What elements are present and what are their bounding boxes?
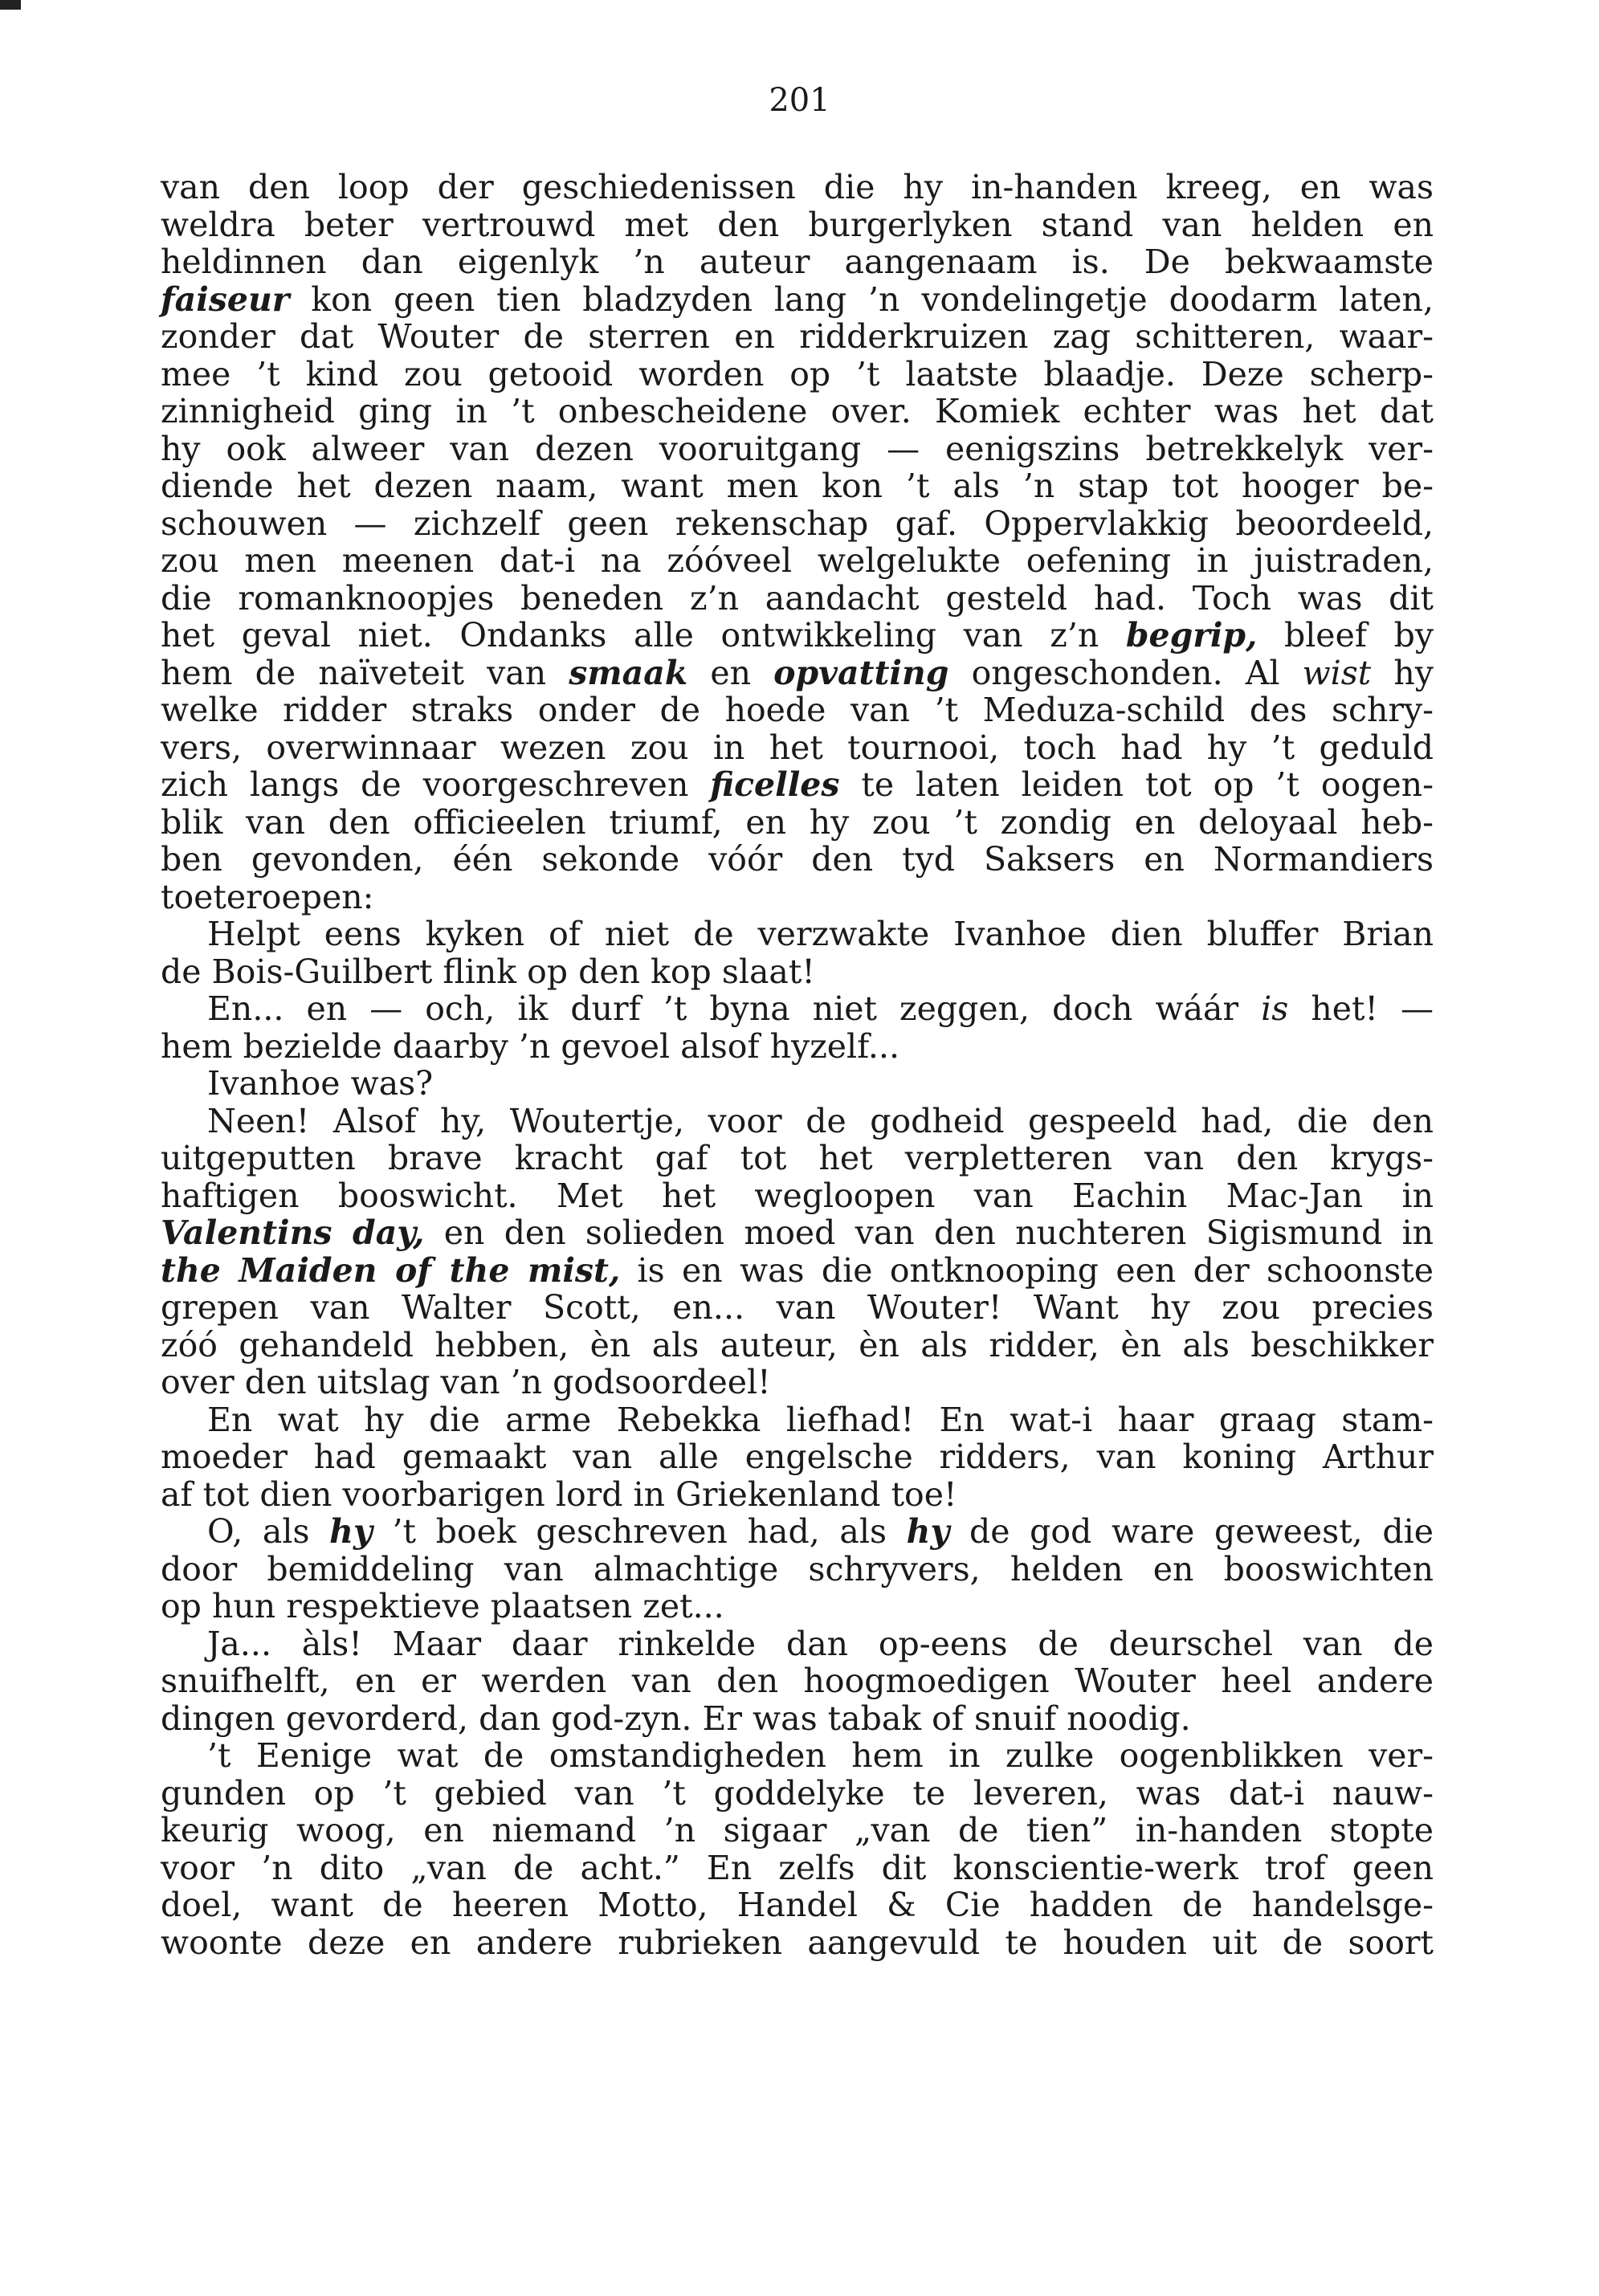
text-line	[161, 1775, 1434, 1813]
scan-corner-mark	[0, 0, 21, 10]
text-line	[161, 169, 1434, 206]
text-run: uitgeputten brave kracht gaf tot het verpletteren van den krygs-	[161, 1139, 1434, 1177]
italic-text: hy	[329, 1512, 373, 1551]
text-line	[161, 467, 1434, 505]
text-run: toeteroepen:	[161, 877, 374, 916]
text-run: voor ’n dito „van de acht.” En zelfs dit konscientie-werk trof geen	[161, 1848, 1434, 1887]
italic-text: begrip,	[1125, 616, 1258, 655]
text-line	[161, 617, 1434, 655]
text-line	[161, 1588, 1434, 1625]
text-line	[161, 990, 1434, 1028]
text-run: en	[687, 653, 774, 692]
text-line	[161, 655, 1434, 692]
text-run: hem bezielde daarby ’n gevoel alsof hyzelf...	[161, 1026, 899, 1066]
italic-text: opvatting	[773, 653, 949, 692]
text-run: gunden op ’t gebied van ’t goddelyke te leveren, was dat-i nauw-	[161, 1773, 1434, 1813]
text-run: zinnigheid ging in ’t onbescheidene over. Komiek echter was het dat	[161, 392, 1434, 430]
text-line	[161, 766, 1434, 804]
text-run: moeder had gemaakt van alle engelsche ridders, van koning Arthur	[161, 1438, 1434, 1476]
text-run: woonte deze en andere rubrieken aangevuld te houden uit de soort	[161, 1923, 1434, 1962]
text-run: mee ’t kind zou getooid worden op ’t laatste blaadje. Deze scherp-	[161, 354, 1434, 394]
text-line	[161, 1103, 1434, 1140]
text-line	[161, 879, 1434, 916]
text-run: hy ook alweer van dezen vooruitgang — eenigszins betrekkelyk ver-	[161, 429, 1434, 468]
text-run: En wat hy die arme Rebekka liefhad! En wat-i haar graag stam-	[207, 1400, 1434, 1439]
text-line	[161, 1028, 1434, 1066]
italic-text: wist	[1302, 653, 1372, 692]
text-line	[161, 1065, 1434, 1103]
text-run: is en was die ontknooping een der schoonste	[620, 1250, 1434, 1290]
text-run: bleef by	[1257, 616, 1434, 655]
text-line	[161, 1513, 1434, 1551]
text-run: En... en — och, ik durf ’t byna niet zeggen, doch wáár	[207, 989, 1262, 1028]
text-run: Ivanhoe was?	[207, 1064, 434, 1103]
text-run: snuifhelft, en er werden van den hoogmoedigen Wouter heel andere	[161, 1662, 1434, 1700]
text-run: Ja... àls! Maar daar rinkelde dan op-eens de deurschel van de	[207, 1624, 1434, 1663]
text-line	[161, 1737, 1434, 1775]
text-line	[161, 1140, 1434, 1177]
text-run: de god ware geweest, die	[949, 1512, 1434, 1551]
text-line	[161, 505, 1434, 543]
text-run: op hun respektieve plaatsen zet...	[161, 1587, 724, 1625]
text-run: keurig woog, en niemand ’n sigaar „van de tien” in-handen stopte	[161, 1811, 1434, 1849]
text-line	[161, 1551, 1434, 1588]
text-run: blik van den officieelen triumf, en hy zou ’t zondig en deloyaal heb-	[161, 802, 1434, 842]
text-run: te laten leiden tot op ’t oogen-	[839, 765, 1434, 804]
text-line	[161, 356, 1434, 394]
text-run: doel, want de heeren Motto, Handel & Cie hadden de handelsge-	[161, 1886, 1434, 1924]
body-text	[161, 169, 1434, 1961]
text-run: ongeschonden. Al	[948, 653, 1303, 692]
text-run: zou men meenen dat-i na zóóveel welgelukte oefening in juistraden,	[161, 541, 1434, 580]
text-line	[161, 691, 1434, 729]
text-line	[161, 1327, 1434, 1364]
text-line	[161, 841, 1434, 879]
text-line	[161, 1662, 1434, 1700]
text-run: over den uitslag van ’n godsoordeel!	[161, 1363, 771, 1401]
text-run: de Bois-Guilbert flink op den kop slaat!	[161, 952, 815, 991]
text-line	[161, 318, 1434, 356]
text-run: zonder dat Wouter de sterren en ridderkruizen zag schitteren, waar-	[161, 317, 1434, 356]
italic-text: is	[1261, 989, 1289, 1028]
italic-text: faiseur	[161, 279, 290, 319]
text-run: hy	[1371, 653, 1434, 692]
italic-text: hy	[906, 1512, 950, 1551]
italic-text: smaak	[569, 653, 688, 692]
text-line	[161, 281, 1434, 319]
text-line	[161, 542, 1434, 580]
text-line	[161, 206, 1434, 244]
text-line	[161, 729, 1434, 767]
text-line	[161, 1924, 1434, 1962]
text-line	[161, 1476, 1434, 1514]
text-run: ’t Eenige wat de omstandigheden hem in zulke oogenblikken ver-	[207, 1736, 1434, 1775]
text-run: ben gevonden, één sekonde vóór den tyd Saksers en Normandiers	[161, 840, 1434, 879]
text-run: van den loop der geschiedenissen die hy in-handen kreeg, en was	[161, 168, 1434, 206]
text-line	[161, 1401, 1434, 1439]
text-run: O, als	[207, 1512, 330, 1551]
text-line	[161, 430, 1434, 468]
text-line	[161, 1625, 1434, 1663]
text-line	[161, 1849, 1434, 1887]
text-run: zóó gehandeld hebben, èn als auteur, èn als ridder, èn als beschikker	[161, 1325, 1434, 1364]
text-run: welke ridder straks onder de hoede van ’t Meduza-schild des schry-	[161, 691, 1434, 729]
text-run: dingen gevorderd, dan god-zyn. Er was tabak of snuif noodig.	[161, 1699, 1191, 1738]
text-line	[161, 243, 1434, 281]
text-run: Neen! Alsof hy, Woutertje, voor de godheid gespeeld had, die den	[207, 1101, 1434, 1140]
text-line	[161, 1886, 1434, 1924]
text-line	[161, 1364, 1434, 1401]
text-run: door bemiddeling van almachtige schryvers, helden en booswichten	[161, 1549, 1434, 1588]
text-line	[161, 1177, 1434, 1215]
text-line	[161, 1438, 1434, 1476]
text-run: ’t boek geschreven had, als	[372, 1512, 907, 1551]
text-run: haftigen booswicht. Met het wegloopen van Eachin Mac-Jan in	[161, 1176, 1434, 1215]
text-run: grepen van Walter Scott, en... van Wouter! Want hy zou precies	[161, 1288, 1434, 1327]
text-run: Helpt eens kyken of niet de verzwakte Ivanhoe dien bluffer Brian	[207, 915, 1434, 953]
text-run: weldra beter vertrouwd met den burgerlyken stand van helden en	[161, 205, 1434, 244]
text-run: die romanknoopjes beneden z’n aandacht gesteld had. Toch was dit	[161, 578, 1434, 618]
text-run: af tot dien voorbarigen lord in Griekenland toe!	[161, 1474, 957, 1514]
text-line	[161, 1252, 1434, 1290]
text-run: kon geen tien bladzyden lang ’n vondelingetje doodarm laten,	[289, 279, 1434, 319]
text-line	[161, 1289, 1434, 1327]
text-run: diende het dezen naam, want men kon ’t als ’n stap tot hooger be-	[161, 467, 1434, 505]
text-line	[161, 1214, 1434, 1252]
text-run: en den solieden moed van den nuchteren Sigismund in	[424, 1213, 1434, 1252]
text-line	[161, 916, 1434, 953]
text-line	[161, 804, 1434, 842]
italic-text: Valentins day,	[161, 1213, 425, 1252]
text-run: schouwen — zichzelf geen rekenschap gaf. Oppervlakkig beoordeeld,	[161, 504, 1434, 543]
text-line	[161, 953, 1434, 991]
page-number: 201	[769, 82, 830, 119]
text-run: heldinnen dan eigenlyk ’n auteur aangenaam is. De bekwaamste	[161, 243, 1434, 281]
text-run: vers, overwinnaar wezen zou in het tournooi, toch had hy ’t geduld	[161, 728, 1434, 767]
text-line	[161, 580, 1434, 618]
text-run: zich langs de voorgeschreven	[161, 765, 711, 804]
text-run: het geval niet. Ondanks alle ontwikkeling van z’n	[161, 616, 1126, 655]
text-run: hem de naïveteit van	[161, 653, 569, 692]
italic-text: ficelles	[710, 765, 840, 804]
text-line	[161, 393, 1434, 430]
text-line	[161, 1812, 1434, 1849]
text-run: het! —	[1288, 989, 1434, 1028]
text-line	[161, 1700, 1434, 1738]
italic-text: the Maiden of the mist,	[161, 1250, 621, 1290]
